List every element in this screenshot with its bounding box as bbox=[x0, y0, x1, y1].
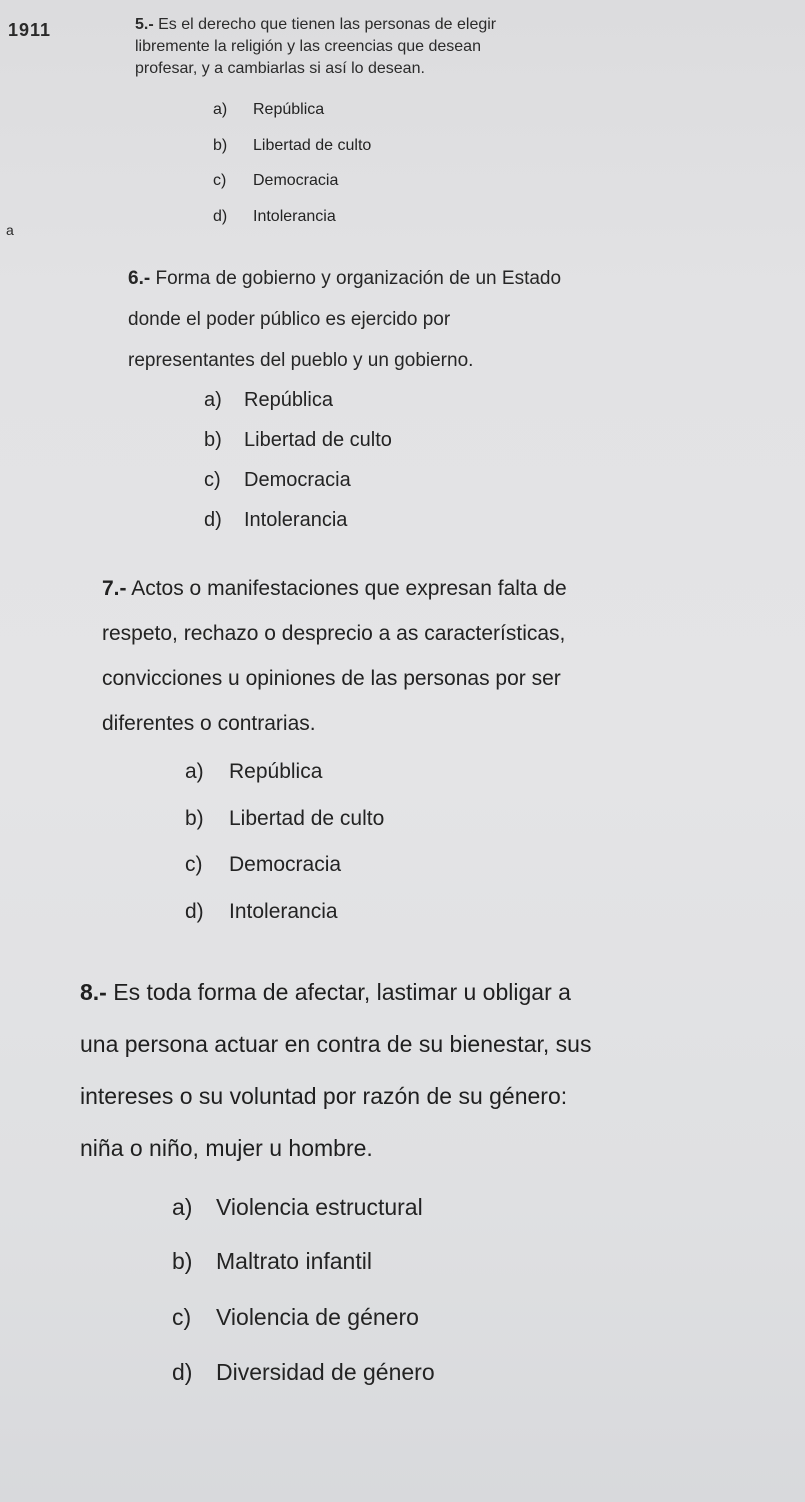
question-6-option-a bbox=[204, 389, 333, 412]
option-text: Maltrato infantil bbox=[216, 1248, 372, 1274]
option-letter: a) bbox=[213, 101, 228, 118]
question-7-line-1-text: Actos o manifestaciones que expresan falta de bbox=[131, 577, 567, 600]
option-letter: b) bbox=[172, 1248, 193, 1274]
question-7-line-3: convicciones u opiniones de las personas por ser bbox=[102, 667, 561, 690]
option-letter: d) bbox=[185, 900, 204, 923]
option-letter: a) bbox=[172, 1194, 193, 1220]
question-8-option-c bbox=[172, 1304, 419, 1331]
question-8-line-1 bbox=[80, 966, 591, 1018]
question-6-text bbox=[128, 258, 561, 381]
option-text: Libertad de culto bbox=[253, 137, 372, 154]
option-text: Libertad de culto bbox=[229, 807, 385, 830]
question-8-line-4: niña o niño, mujer u hombre. bbox=[80, 1135, 373, 1161]
option-text: Democracia bbox=[244, 469, 351, 491]
question-7-text bbox=[102, 566, 567, 746]
option-text: Violencia de género bbox=[216, 1304, 419, 1330]
question-5-text bbox=[135, 14, 496, 80]
option-letter: a) bbox=[204, 389, 222, 411]
question-6-option-d bbox=[204, 509, 347, 532]
question-5-option-d bbox=[213, 208, 336, 226]
question-6-number: 6.- bbox=[128, 268, 151, 289]
question-6-option-c bbox=[204, 469, 351, 492]
question-7-option-d bbox=[185, 900, 338, 924]
question-5-number: 5.- bbox=[135, 16, 154, 33]
margin-note-year: 1911 bbox=[8, 20, 52, 40]
option-text: República bbox=[253, 101, 325, 118]
question-8-option-b bbox=[172, 1248, 372, 1275]
option-text: Diversidad de género bbox=[216, 1359, 435, 1385]
question-5-line-1 bbox=[135, 14, 496, 36]
question-6-line-3: representantes del pueblo y un gobierno. bbox=[128, 350, 474, 371]
question-7-line-2: respeto, rechazo o desprecio a as características, bbox=[102, 622, 566, 645]
question-5-line-1-text: Es el derecho que tienen las personas de elegir bbox=[158, 16, 497, 33]
option-letter: b) bbox=[213, 137, 228, 154]
question-5-option-a bbox=[213, 101, 324, 119]
question-8-text bbox=[80, 966, 591, 1174]
question-8-option-d bbox=[172, 1359, 435, 1386]
option-text: Intolerancia bbox=[253, 208, 336, 225]
question-7-option-c bbox=[185, 853, 341, 877]
question-5-option-b bbox=[213, 137, 371, 155]
option-text: Intolerancia bbox=[244, 509, 348, 531]
margin-note-letter: a bbox=[6, 222, 14, 238]
option-letter: d) bbox=[213, 208, 228, 225]
question-6-line-1-text: Forma de gobierno y organización de un Estado bbox=[155, 268, 562, 289]
option-text: Violencia estructural bbox=[216, 1194, 423, 1220]
option-letter: d) bbox=[204, 509, 222, 531]
option-text: Intolerancia bbox=[229, 900, 338, 923]
question-7-option-a bbox=[185, 760, 322, 784]
question-7-number: 7.- bbox=[102, 577, 127, 600]
option-text: República bbox=[229, 760, 323, 783]
option-text: Libertad de culto bbox=[244, 429, 392, 451]
question-8-line-3: intereses o su voluntad por razón de su género: bbox=[80, 1083, 568, 1109]
question-7-line-1 bbox=[102, 566, 567, 611]
question-5-option-c bbox=[213, 172, 338, 190]
option-letter: b) bbox=[185, 807, 204, 830]
question-5-line-2: libremente la religión y las creencias que desean bbox=[135, 38, 481, 55]
question-7-option-b bbox=[185, 807, 384, 831]
question-6-line-2: donde el poder público es ejercido por bbox=[128, 309, 451, 330]
option-letter: c) bbox=[213, 172, 227, 189]
option-letter: c) bbox=[204, 469, 221, 491]
question-8-line-1-text: Es toda forma de afectar, lastimar u obligar a bbox=[113, 979, 571, 1005]
option-letter: b) bbox=[204, 429, 222, 451]
question-8-option-a bbox=[172, 1194, 423, 1221]
option-text: Democracia bbox=[229, 853, 342, 876]
question-6-option-b bbox=[204, 429, 392, 452]
question-7-line-4: diferentes o contrarias. bbox=[102, 712, 316, 735]
option-letter: c) bbox=[172, 1304, 192, 1330]
option-text: Democracia bbox=[253, 172, 339, 189]
question-8-number: 8.- bbox=[80, 979, 107, 1005]
option-letter: a) bbox=[185, 760, 204, 783]
question-5-line-3: profesar, y a cambiarlas si así lo desean. bbox=[135, 60, 425, 77]
option-text: República bbox=[244, 389, 333, 411]
question-6-line-1 bbox=[128, 258, 561, 299]
question-8-line-2: una persona actuar en contra de su bienestar, sus bbox=[80, 1031, 592, 1057]
option-letter: d) bbox=[172, 1359, 193, 1385]
option-letter: c) bbox=[185, 853, 203, 876]
